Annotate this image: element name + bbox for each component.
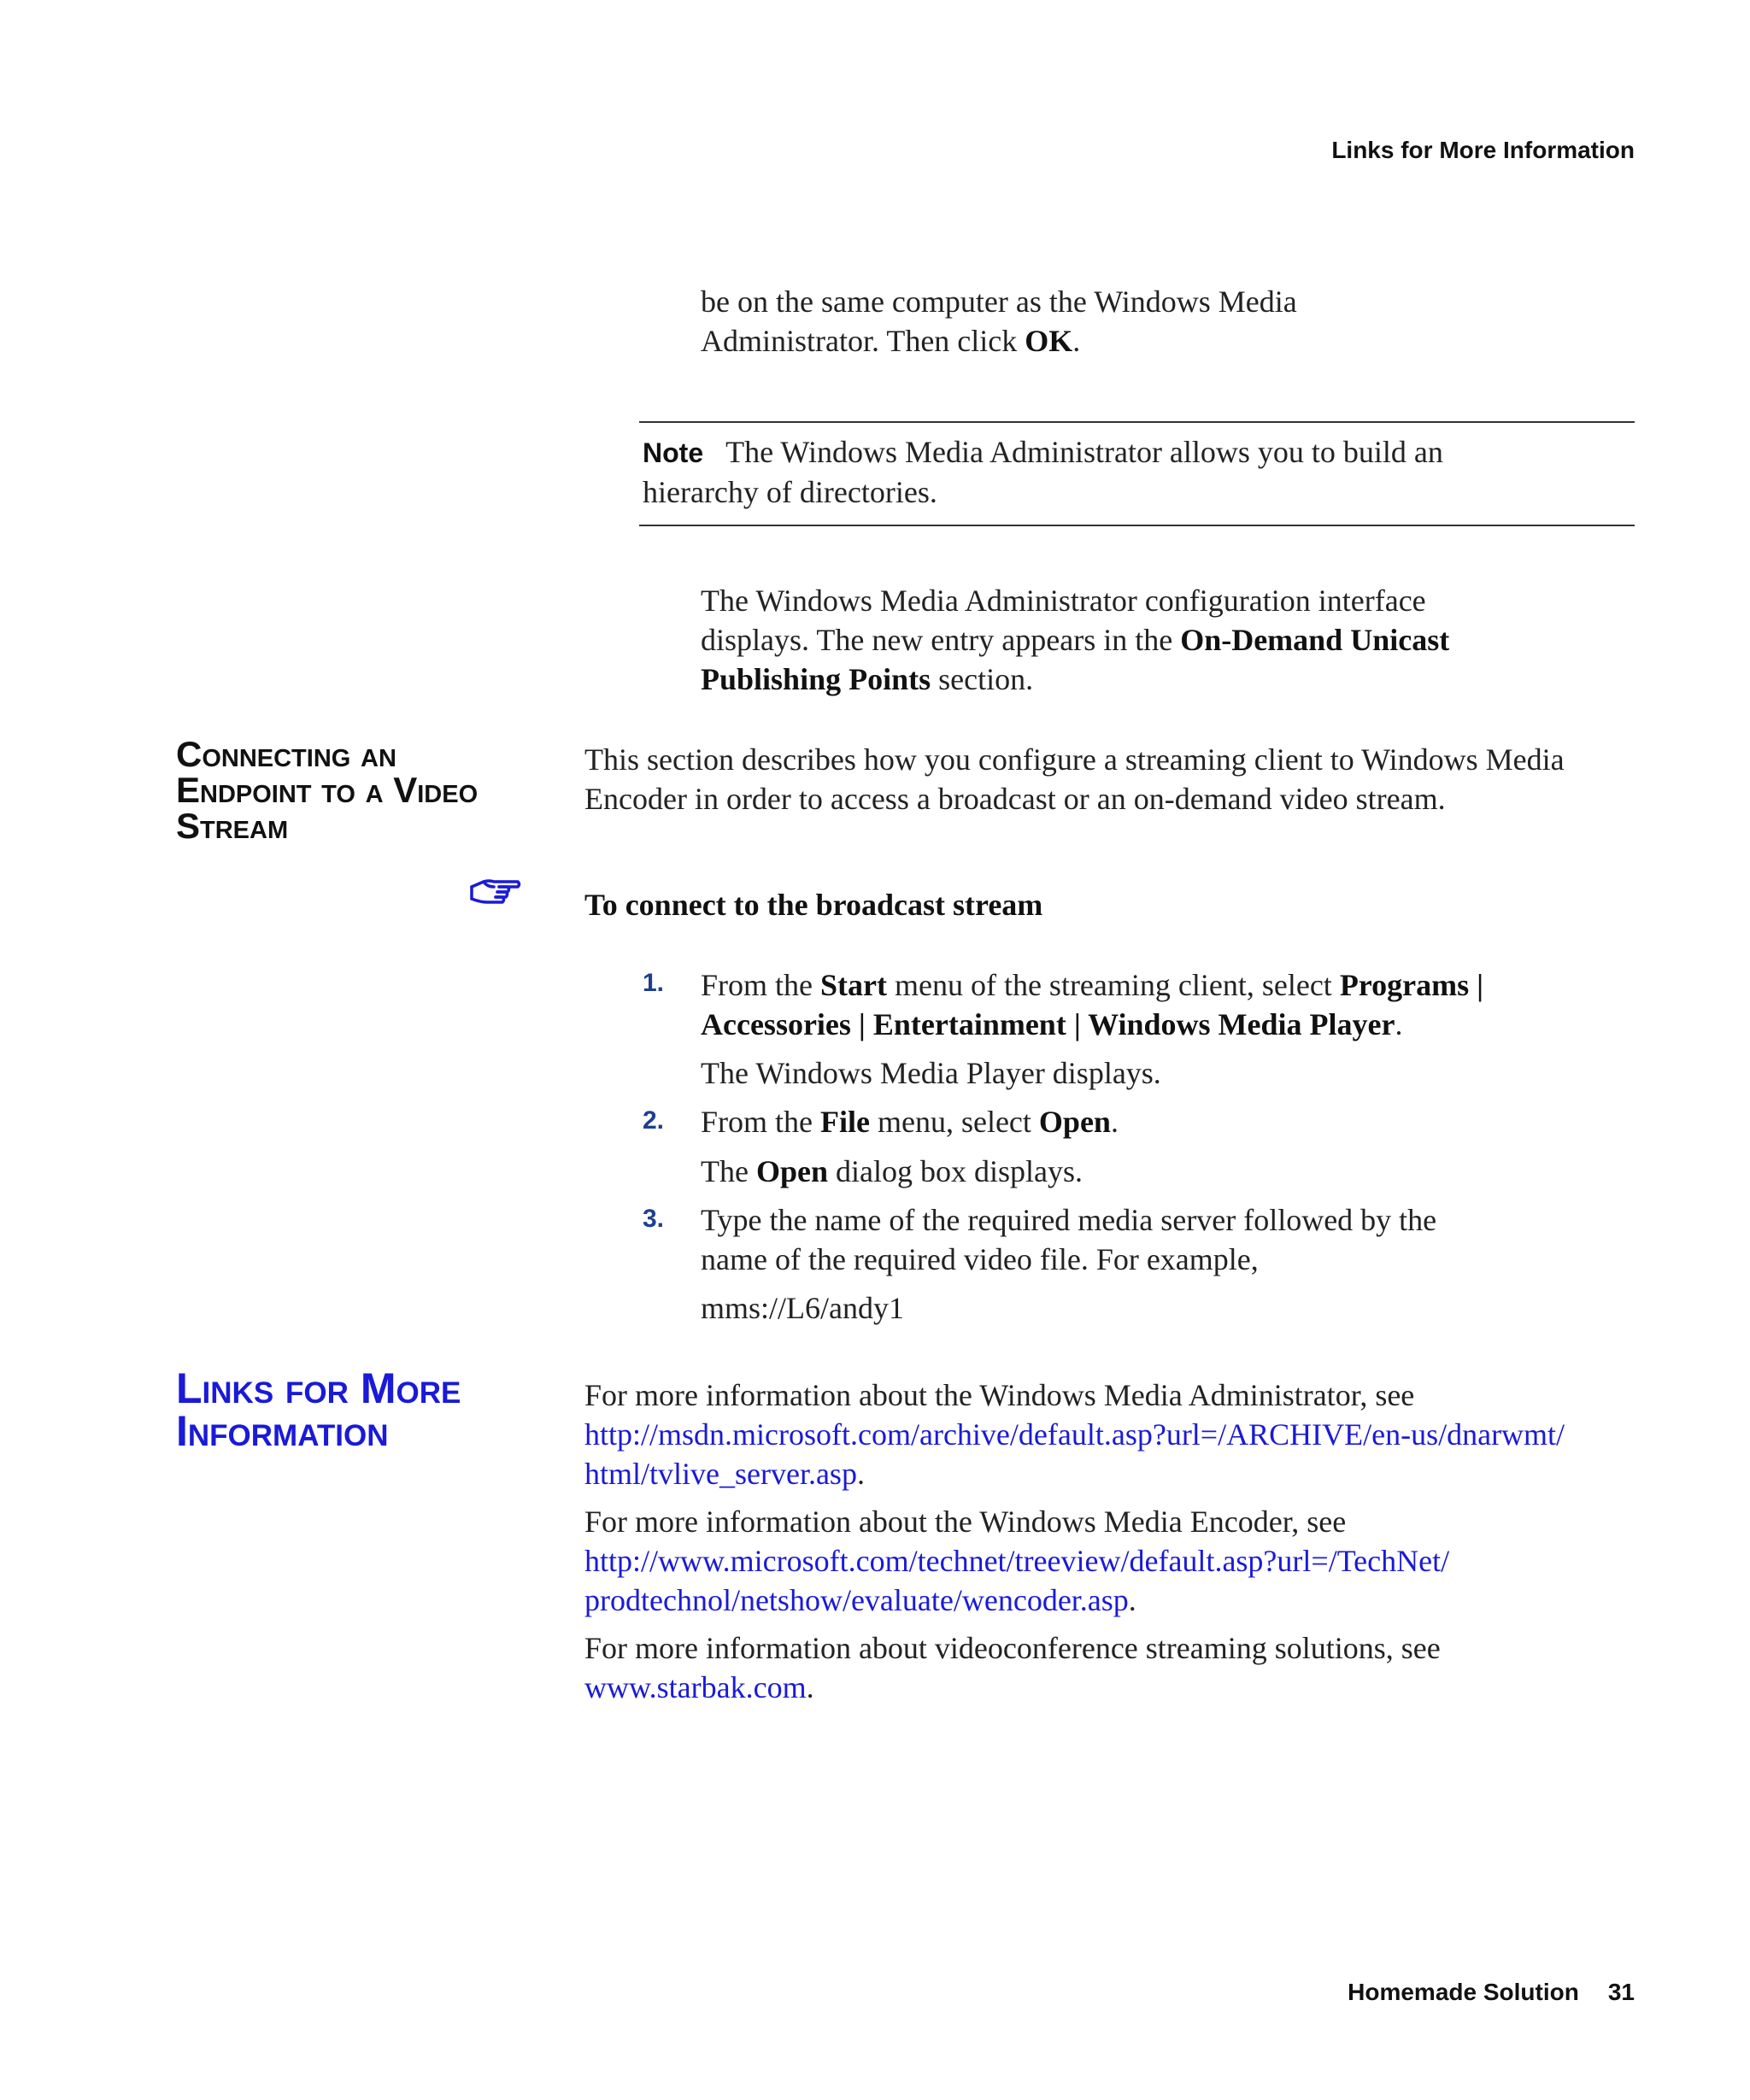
step-text: From the: [701, 1105, 820, 1139]
step-3-line-1: Type the name of the required media server followed by the: [701, 1203, 1437, 1237]
heading-line: Connecting an: [176, 734, 396, 774]
step-text: .: [1395, 1007, 1403, 1041]
links-item-url: [584, 1668, 1441, 1707]
links-item-3: [584, 1628, 1441, 1707]
links-item-url: [584, 1581, 1449, 1620]
intro-line-1: be on the same computer as the Windows Media: [701, 284, 1297, 319]
links-item-text: For more information about the Windows Media Encoder, see: [584, 1505, 1347, 1539]
heading-line: Endpoint to a Video: [176, 770, 479, 810]
technet-link[interactable]: http://www.microsoft.com/technet/treeview/default.asp?url=/TechNet/: [584, 1544, 1450, 1578]
note-line-2: hierarchy of directories.: [643, 475, 937, 509]
connecting-line-1: This section describes how you configure a streaming client to Windows Media: [584, 742, 1565, 777]
heading-line: Links for More: [176, 1364, 461, 1412]
step-text: dialog box displays.: [828, 1154, 1083, 1188]
menu-path-bold: Accessories | Entertainment | Windows Media Player: [701, 1007, 1395, 1041]
links-item-url: [584, 1541, 1449, 1581]
period: .: [1128, 1583, 1136, 1617]
open-dialog-bold: Open: [755, 1154, 828, 1188]
step-text: menu, select: [869, 1105, 1039, 1139]
links-item-text: For more information about the Windows Media Administrator, see: [584, 1378, 1415, 1412]
step-3-example: mms://L6/andy1: [701, 1291, 904, 1325]
section-heading-links: [176, 1364, 569, 1455]
open-bold: Open: [1038, 1105, 1111, 1139]
msdn-link[interactable]: http://msdn.microsoft.com/archive/default.asp?url=/ARCHIVE/en-us/dnarwmt/: [584, 1417, 1565, 1452]
step-text: menu of the streaming client, select: [886, 968, 1340, 1002]
procedure-heading: To connect to the broadcast stream: [584, 888, 1043, 922]
config-line-1: The Windows Media Administrator configuration interface: [701, 584, 1426, 618]
links-item-2: [584, 1502, 1449, 1620]
heading-line: Stream: [176, 806, 289, 846]
footer-title: Homemade Solution: [1348, 1979, 1579, 2005]
file-bold: File: [820, 1105, 870, 1139]
note-bottom-rule: [639, 525, 1635, 526]
starbak-link[interactable]: www.starbak.com: [584, 1670, 807, 1704]
section-heading-connecting: [176, 736, 535, 844]
step-number: 1.: [643, 969, 665, 997]
period: .: [806, 1670, 814, 1704]
step-text: From the: [701, 968, 820, 1002]
step-1-line-1: [701, 965, 1483, 1005]
step-text: .: [1110, 1105, 1119, 1139]
running-header: Links for More Information: [1331, 137, 1635, 163]
intro-text: Administrator. Then click: [701, 324, 1025, 358]
publishing-points-bold: Publishing Points: [701, 662, 931, 696]
links-item-url: [584, 1415, 1565, 1454]
step-2-result: [701, 1152, 1083, 1191]
step-number: 2.: [643, 1106, 665, 1135]
connecting-body: [584, 740, 1565, 818]
config-line-3: [701, 660, 1449, 699]
step-3: [701, 1200, 1436, 1279]
step-number: 3.: [643, 1205, 665, 1233]
page-footer: [1348, 1979, 1635, 2006]
step-2: [701, 1102, 1119, 1141]
links-item-1: [584, 1376, 1565, 1493]
config-line-2: [701, 620, 1449, 660]
intro-paragraph: [701, 282, 1297, 361]
config-text-end: section.: [931, 662, 1034, 696]
intro-line-2: [701, 321, 1297, 361]
page-number: 31: [1607, 1979, 1635, 2005]
on-demand-bold: On-Demand Unicast: [1180, 623, 1450, 657]
programs-bold: Programs |: [1339, 968, 1484, 1002]
connecting-line-2: Encoder in order to access a broadcast or an on-demand video stream.: [584, 782, 1446, 816]
intro-period: .: [1072, 324, 1081, 358]
step-3-line-2: name of the required video file. For example,: [701, 1242, 1259, 1276]
start-bold: Start: [820, 968, 887, 1002]
step-1-line-2: [701, 1005, 1483, 1044]
note-box: [643, 432, 1443, 512]
step-1-result: The Windows Media Player displays.: [701, 1056, 1161, 1090]
msdn-link-cont[interactable]: html/tvlive_server.asp: [584, 1457, 857, 1491]
pointing-hand-icon: [468, 875, 521, 909]
config-text: displays. The new entry appears in the: [701, 623, 1181, 657]
step-text: The: [701, 1154, 756, 1188]
config-paragraph: [701, 581, 1449, 699]
links-item-url: [584, 1454, 1565, 1493]
technet-link-cont[interactable]: prodtechnol/netshow/evaluate/wencoder.asp: [584, 1583, 1129, 1617]
note-text: The Windows Media Administrator allows you to build an: [725, 435, 1443, 469]
ok-bold: OK: [1025, 324, 1073, 358]
note-label: Note: [643, 437, 704, 468]
note-line-1: [643, 432, 1443, 472]
period: .: [856, 1457, 865, 1491]
heading-line: Information: [176, 1407, 389, 1455]
links-item-text: For more information about videoconference streaming solutions, see: [584, 1631, 1441, 1665]
note-top-rule: [639, 421, 1635, 423]
step-1: [701, 965, 1483, 1044]
